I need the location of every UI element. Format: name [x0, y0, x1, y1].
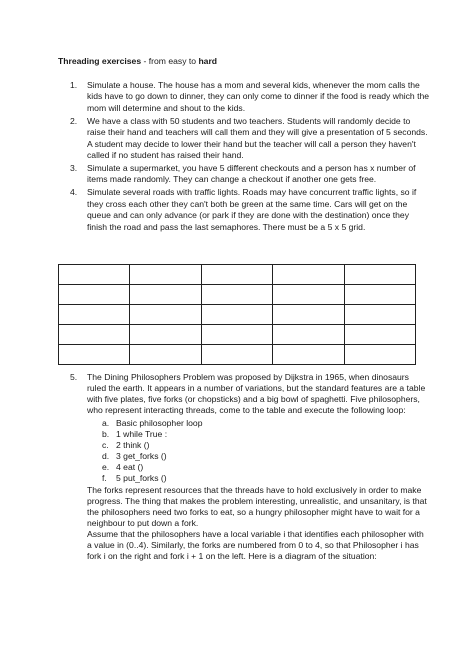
- table-cell: [59, 305, 130, 325]
- table-cell: [130, 345, 201, 365]
- table-row: [59, 285, 416, 305]
- sublist-text: 1 while True :: [116, 429, 168, 440]
- sublist-item: [102, 418, 430, 429]
- item5-continuation: [87, 485, 430, 563]
- sublist-item: [102, 440, 430, 451]
- list-text: We have a class with 50 students and two teachers. Students will randomly decide to raise their hand and teachers will call them and they will give a presentation of 5 seconds. A student may decide to lower their hand but the teacher will call a person they haven't called if no student has raised their hand.: [87, 115, 428, 161]
- table-cell: [273, 305, 344, 325]
- title-bold: hard: [198, 56, 218, 66]
- sublist-letter: b.: [102, 429, 110, 440]
- table-cell: [273, 325, 344, 345]
- table-cell: [130, 325, 201, 345]
- list-text: Simulate several roads with traffic lights. Roads may have concurrent traffic lights, so if they cross each other they can't both be green at the same time. Cars will get on the queue and can only advance (or park if they are done with the destination) once they finish the road and pass the last semaphores. There must be a 5 x 5 grid.: [87, 187, 417, 232]
- page-title: [58, 56, 217, 66]
- table-cell: [130, 305, 201, 325]
- sublist-item: [102, 451, 430, 462]
- list-text-block: [87, 372, 430, 416]
- sublist-item: [102, 429, 430, 440]
- exercise-list: [70, 80, 430, 235]
- list-number: 5.: [70, 372, 78, 382]
- sublist-letter: d.: [102, 451, 110, 462]
- sublist-text: 2 think (): [116, 440, 150, 451]
- list-item: [70, 187, 430, 233]
- intro-paragraph: The Dining Philosophers Problem was proposed by Dijkstra in 1965, when dinosaurs ruled the earth. It appears in a number of variations, but the standard features are a table with five plates, five forks (or chopsticks) and a big bowl of spaghetti. Five philosophers, who represent interacting threads, come to the table and execute the following loop:: [87, 372, 426, 416]
- empty-grid-table: [58, 264, 416, 365]
- title-separator: - from easy to: [141, 56, 199, 66]
- sublist-text: 5 put_forks (): [116, 473, 167, 484]
- table-row: [59, 265, 416, 285]
- table-cell: [273, 265, 344, 285]
- table-cell: [59, 345, 130, 365]
- list-number: 3.: [70, 163, 78, 174]
- loop-sublist: [70, 418, 430, 485]
- table-cell: [344, 345, 415, 365]
- table-cell: [344, 285, 415, 305]
- list-item: [70, 116, 430, 162]
- sublist-letter: a.: [102, 417, 110, 428]
- table-cell: [201, 305, 272, 325]
- sublist-item: [102, 462, 430, 473]
- table-cell: [344, 305, 415, 325]
- table-cell: [59, 325, 130, 345]
- table-cell: [201, 285, 272, 305]
- sublist-letter: f.: [102, 473, 107, 484]
- table-cell: [130, 265, 201, 285]
- sublist-letter: c.: [102, 440, 109, 451]
- list-text: Simulate a supermarket, you have 5 different checkouts and a person has x number of items made randomly. They can change a checkout if another one gets free.: [87, 163, 416, 185]
- list-text: Simulate a house. The house has a mom and several kids, whenever the mom calls the kids have to go down to dinner, they can only come to dinner if the food is ready which the mom will determine and shout to the kids.: [87, 80, 430, 113]
- table-row: [59, 305, 416, 325]
- table-cell: [344, 325, 415, 345]
- table-row: [59, 325, 416, 345]
- sublist-text: 3 get_forks (): [116, 451, 167, 462]
- title-main: Threading exercises: [58, 56, 142, 66]
- list-item: [70, 80, 430, 114]
- list-item: [70, 372, 430, 416]
- list-item: [70, 163, 430, 186]
- sublist-item: [102, 473, 430, 484]
- table-cell: [201, 345, 272, 365]
- forks-paragraph: The forks represent resources that the threads have to hold exclusively in order to make progress. The thing that makes the problem interesting, unrealistic, and unsanitary, is that the philosophers need two forks to eat, so a hungry philosopher might have to wait for a neighbour to put down a fork.: [87, 484, 427, 528]
- sublist-letter: e.: [102, 462, 110, 473]
- table-cell: [273, 285, 344, 305]
- assumption-paragraph: Assume that the philosophers have a local variable i that identifies each philosopher with a value in (0..4). Similarly, the forks are numbered from 0 to 4, so that Philosopher i has fork i on the right and fork i + 1 on the left. Here is a diagram of the situation:: [87, 528, 424, 562]
- list-number: 1.: [70, 80, 78, 90]
- list-number: 4.: [70, 187, 78, 198]
- table-cell: [344, 265, 415, 285]
- list-number: 2.: [70, 115, 78, 126]
- table-cell: [59, 285, 130, 305]
- dining-philosophers-item: [70, 372, 430, 562]
- sublist-text: Basic philosopher loop: [116, 417, 203, 428]
- table-cell: [201, 265, 272, 285]
- table-cell: [59, 265, 130, 285]
- table-cell: [273, 345, 344, 365]
- table-cell: [201, 325, 272, 345]
- sublist-text: 4 eat (): [116, 462, 144, 473]
- table-cell: [130, 285, 201, 305]
- table-row: [59, 345, 416, 365]
